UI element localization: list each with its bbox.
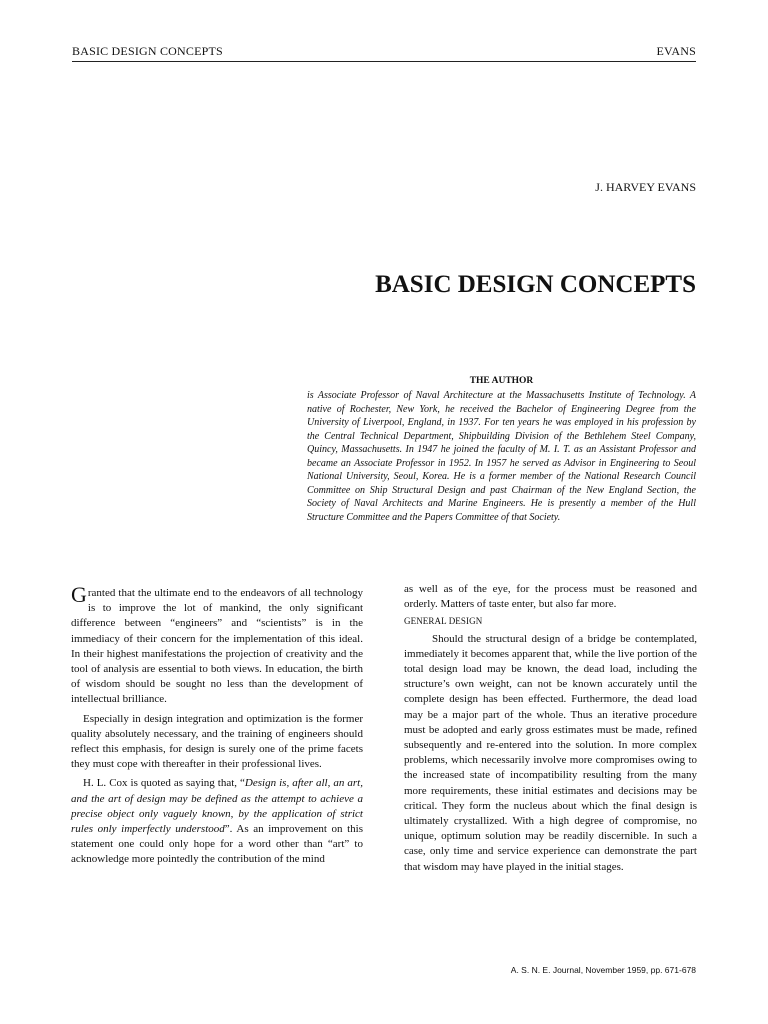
paragraph-2: Especially in design integration and optimization is the former quality absolutely necessary, and the training of engineers should reflect this emphasis, for design is surely one of the prime facets they must cope with thereafter in their professional lives.	[71, 712, 363, 771]
section-heading: GENERAL DESIGN	[404, 616, 483, 627]
paragraph-1	[71, 582, 363, 708]
bio-text: is Associate Professor of Naval Architecture at the Massachusetts Institute of Technology. A native of Rochester, New York, he received the Bachelor of Engineering Degree from the University of Liverpool, England, in 1937. For ten years he was employed in his profession by the Central Technical Department, Shipbuilding Division of the Bethlehem Steel Company, Quincy, Massachusetts. In 1947 he joined the faculty of M. I. T. as an Assistant Professor and became an Associate Professor in 1952. In 1957 he served as Advisor in Engineering to Seoul National University, Seoul, Korea. He is a former member of the National Research Council Committee on Ship Structural Design and past Chairman of the New England Section, the Society of Naval Architects and Marine Engineers. He is presently a member of the Hull Structure Committee and the Papers Committee of that Society.	[307, 390, 696, 523]
paragraph-continued: as well as of the eye, for the process must be reasoned and orderly. Matters of taste enter, but also far more.	[404, 583, 697, 611]
citation-footer: A. S. N. E. Journal, November 1959, pp. 671-678	[510, 965, 696, 975]
running-header	[72, 44, 696, 62]
author-name: J. HARVEY EVANS	[595, 180, 696, 194]
drop-cap: G	[71, 582, 87, 607]
paragraph-3-start: H. L. Cox is quoted as saying that, “	[83, 777, 245, 790]
paragraph-general-design: Should the structural design of a bridge be contemplated, immediately it becomes apparent that, while the live portion of the total design load may be known, the dead load, including the structure’s own weight, can not be known accurately until the complete design has been effected. Furthermore, the dead load may be a major part of the whole. Thus an iterative procedure must be adopted and early gross estimates must be made, refined subsequently and re-entered into the solution. In more complex problems, which necessarily involve more compromises owing to the increased state of incompatibility resulting from the many more requirements, these initial estimates and decisions may be critical. They form the nucleus about which the final design is ultimately crystallized. With a high degree of compromise, no unique, optimum solution may be readily discernible. In such a case, only time and service experience can demonstrate the part that wisdom may have played in the initial stages.	[404, 632, 697, 873]
article-title: BASIC DESIGN CONCEPTS	[375, 271, 696, 298]
running-header-author: EVANS	[656, 44, 696, 58]
bio-heading: THE AUTHOR	[469, 376, 534, 386]
right-column	[404, 582, 697, 875]
paragraph-3	[71, 776, 363, 867]
paragraph-1-text: ranted that the ultimate end to the endeavors of all technology is to improve the lot of mankind, the only significant difference between “engineers” and “scientists” is in the immediacy of their concern for the implementation of this ideal. In their highest manifestations the projection of creativity and the tool of analysis are essential to both views. In education, the birth of wisdom should be sought no less than the development of intellectual brilliance.	[71, 587, 363, 706]
paragraph-3-end: ”. As an improvement on this statement one could only hope for a word other than “art” to acknowledge more pointedly the contribution of the mind	[71, 823, 363, 866]
running-header-title: BASIC DESIGN CONCEPTS	[72, 44, 223, 58]
author-bio	[307, 376, 696, 524]
left-column	[71, 582, 363, 868]
cox-quote: Design is, after all, an art, and the art of design may be defined as the attempt to achieve a precise object only vaguely known, by the application of strict rules only imperfectly understood	[71, 777, 363, 836]
